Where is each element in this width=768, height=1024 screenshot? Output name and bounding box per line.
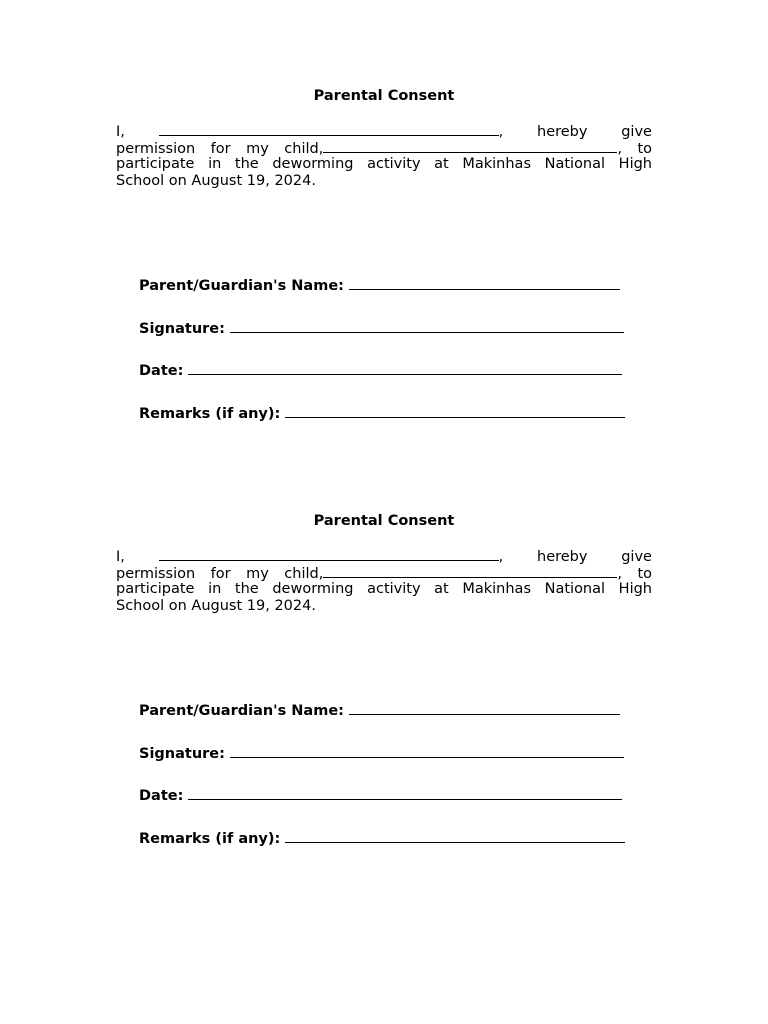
form-title: Parental Consent [313,88,455,104]
parent-name-field[interactable] [349,275,620,290]
permission-text: permission [116,141,196,157]
child-name-blank [323,564,617,578]
date-field[interactable] [188,360,622,375]
comma-text: , [617,566,622,582]
pronoun-text: I, [116,549,125,565]
comma-text: , [498,549,504,565]
paragraph-line-1 [116,122,652,139]
date-text: School on August 19, 2024. [116,598,316,614]
remarks-row [139,403,625,423]
comma-text: , [617,141,622,157]
remarks-label: Remarks (if any): [139,831,281,847]
signature-label: Signature: [139,746,225,762]
child-text: child, [284,141,324,157]
date-text: School on August 19, 2024. [116,173,316,189]
parent-name-label: Parent/Guardian's Name: [139,703,344,719]
to-text: to [637,566,652,582]
signature-label: Signature: [139,321,225,337]
child-name-blank [323,139,617,153]
parent-name-field[interactable] [349,700,620,715]
date-row [139,360,622,380]
activity-text: participate in the deworming activity at Makinhas National High [116,581,652,597]
signature-row [139,318,624,338]
child-text: child, [284,566,324,582]
give-text: give [621,124,652,140]
form-title: Parental Consent [313,513,455,529]
date-label: Date: [139,788,184,804]
remarks-field[interactable] [285,403,625,418]
paragraph-line-3 [116,581,652,598]
name-blank [159,547,499,561]
signature-row [139,743,624,763]
permission-text: permission [116,566,196,582]
paragraph-line-2 [116,564,652,581]
pronoun-text: I, [116,124,125,140]
date-label: Date: [139,363,184,379]
paragraph-line-2 [116,139,652,156]
comma-text: , [498,124,504,140]
parent-name-row [139,275,620,295]
activity-text: participate in the deworming activity at Makinhas National High [116,156,652,172]
signature-field[interactable] [230,743,624,758]
consent-paragraph [116,122,652,190]
signature-field[interactable] [230,318,624,333]
remarks-field[interactable] [285,828,625,843]
name-blank [159,122,499,136]
hereby-text: hereby [537,549,588,565]
for-text: for [210,141,231,157]
to-text: to [637,141,652,157]
give-text: give [621,549,652,565]
paragraph-line-4 [116,598,652,615]
paragraph-line-4 [116,173,652,190]
consent-paragraph [116,547,652,615]
hereby-text: hereby [537,124,588,140]
paragraph-line-1 [116,547,652,564]
my-text: my [246,141,269,157]
remarks-row [139,828,625,848]
for-text: for [210,566,231,582]
parent-name-row [139,700,620,720]
paragraph-line-3 [116,156,652,173]
remarks-label: Remarks (if any): [139,406,281,422]
my-text: my [246,566,269,582]
date-row [139,785,622,805]
parent-name-label: Parent/Guardian's Name: [139,278,344,294]
date-field[interactable] [188,785,622,800]
